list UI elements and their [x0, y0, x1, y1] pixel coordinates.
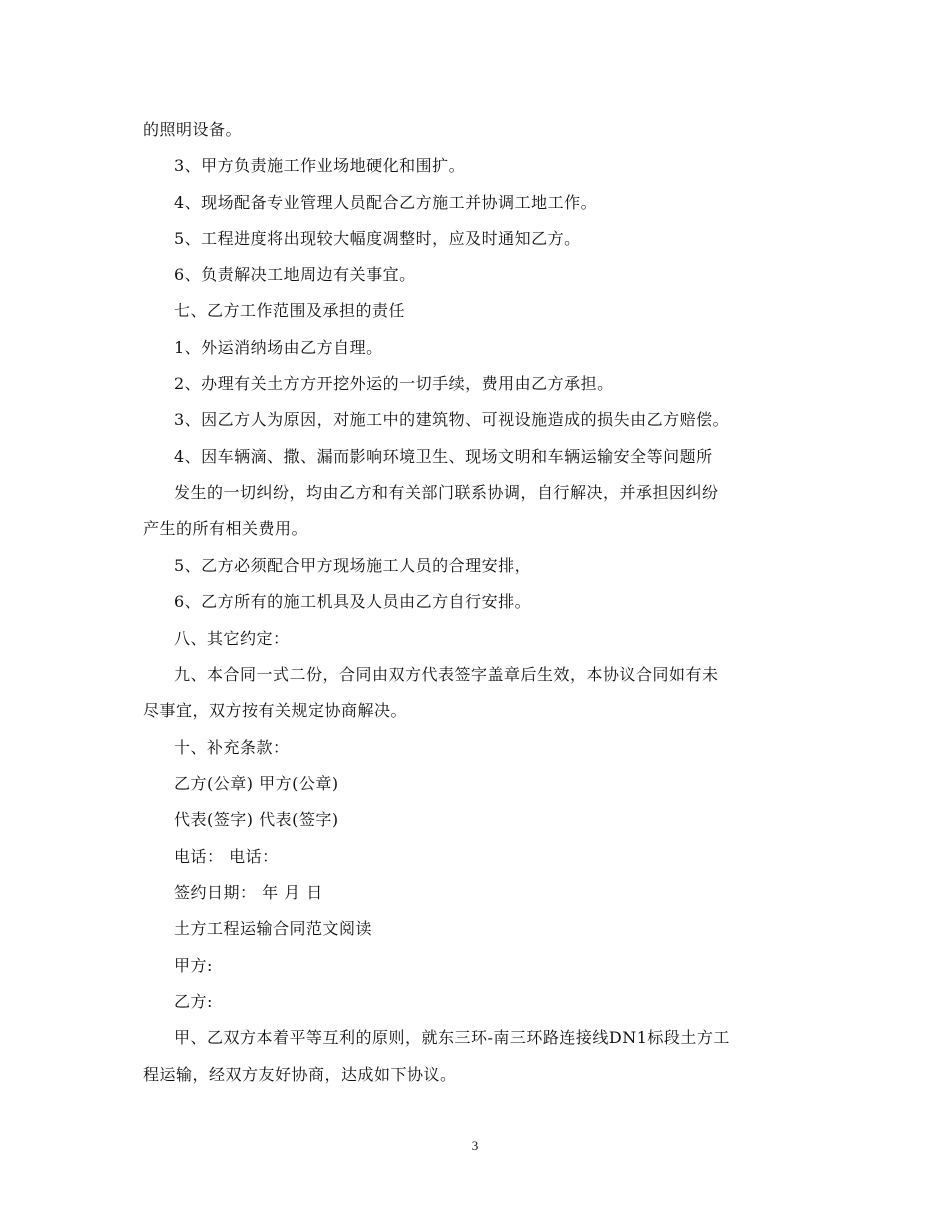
section-heading: 七、乙方工作范围及承担的责任	[174, 301, 406, 320]
party-a-line: 甲方:	[174, 956, 213, 975]
text-line: 尽事宜，双方按有关规定协商解决。	[143, 701, 408, 720]
text-line: 2、办理有关土方方开挖外运的一切手续，费用由乙方承担。	[174, 374, 614, 393]
section-heading: 八、其它约定：	[174, 629, 290, 648]
text-line: 发生的一切纠纷，均由乙方和有关部门联系协调，自行解决，并承担因纠纷	[174, 483, 719, 502]
text-line: 九、本合同一式二份，合同由双方代表签字盖章后生效，本协议合同如有未	[174, 665, 719, 684]
text-line: 甲、乙双方本着平等互利的原则，就东三环-南三环路连接线DN1标段土方工	[174, 1028, 730, 1047]
text-line: 5、工程进度将出现较大幅度凋整时，应及时通知乙方。	[174, 229, 581, 248]
document-title: 土方工程运输合同范文阅读	[174, 919, 373, 938]
signature-date-line: 签约日期： 年 月 日	[174, 883, 323, 902]
text-line: 4、因车辆滴、撒、漏而影响环境卫生、现场文明和车辆运输安全等问题所	[174, 447, 713, 466]
text-line: 4、现场配备专业管理人员配合乙方施工并协调工地工作。	[174, 193, 598, 212]
section-heading: 十、补充条款：	[174, 738, 290, 757]
text-line: 1、外运消纳场由乙方自理。	[174, 338, 383, 357]
signature-seal-line: 乙方(公章) 甲方(公章)	[174, 774, 339, 793]
text-line: 6、负责解决工地周边有关事宜。	[174, 265, 416, 284]
text-line: 6、乙方所有的施工机具及人员由乙方自行安排。	[174, 592, 532, 611]
page-number: 3	[471, 1138, 479, 1153]
signature-phone-line: 电话： 电话：	[174, 847, 279, 866]
signature-rep-line: 代表(签字) 代表(签字)	[174, 810, 339, 829]
text-line: 3、因乙方人为原因，对施工中的建筑物、可视设施造成的损失由乙方赔偿。	[174, 410, 730, 429]
text-line: 程运输，经双方友好协商，达成如下协议。	[143, 1065, 457, 1084]
text-line: 3、甲方负责施工作业场地硬化和围扩。	[174, 156, 466, 175]
text-line: 的照明设备。	[143, 120, 243, 139]
party-b-line: 乙方:	[174, 992, 213, 1011]
text-line: 产生的所有相关费用。	[143, 519, 309, 538]
text-line: 5、乙方必须配合甲方现场施工人员的合理安排，	[174, 556, 532, 575]
